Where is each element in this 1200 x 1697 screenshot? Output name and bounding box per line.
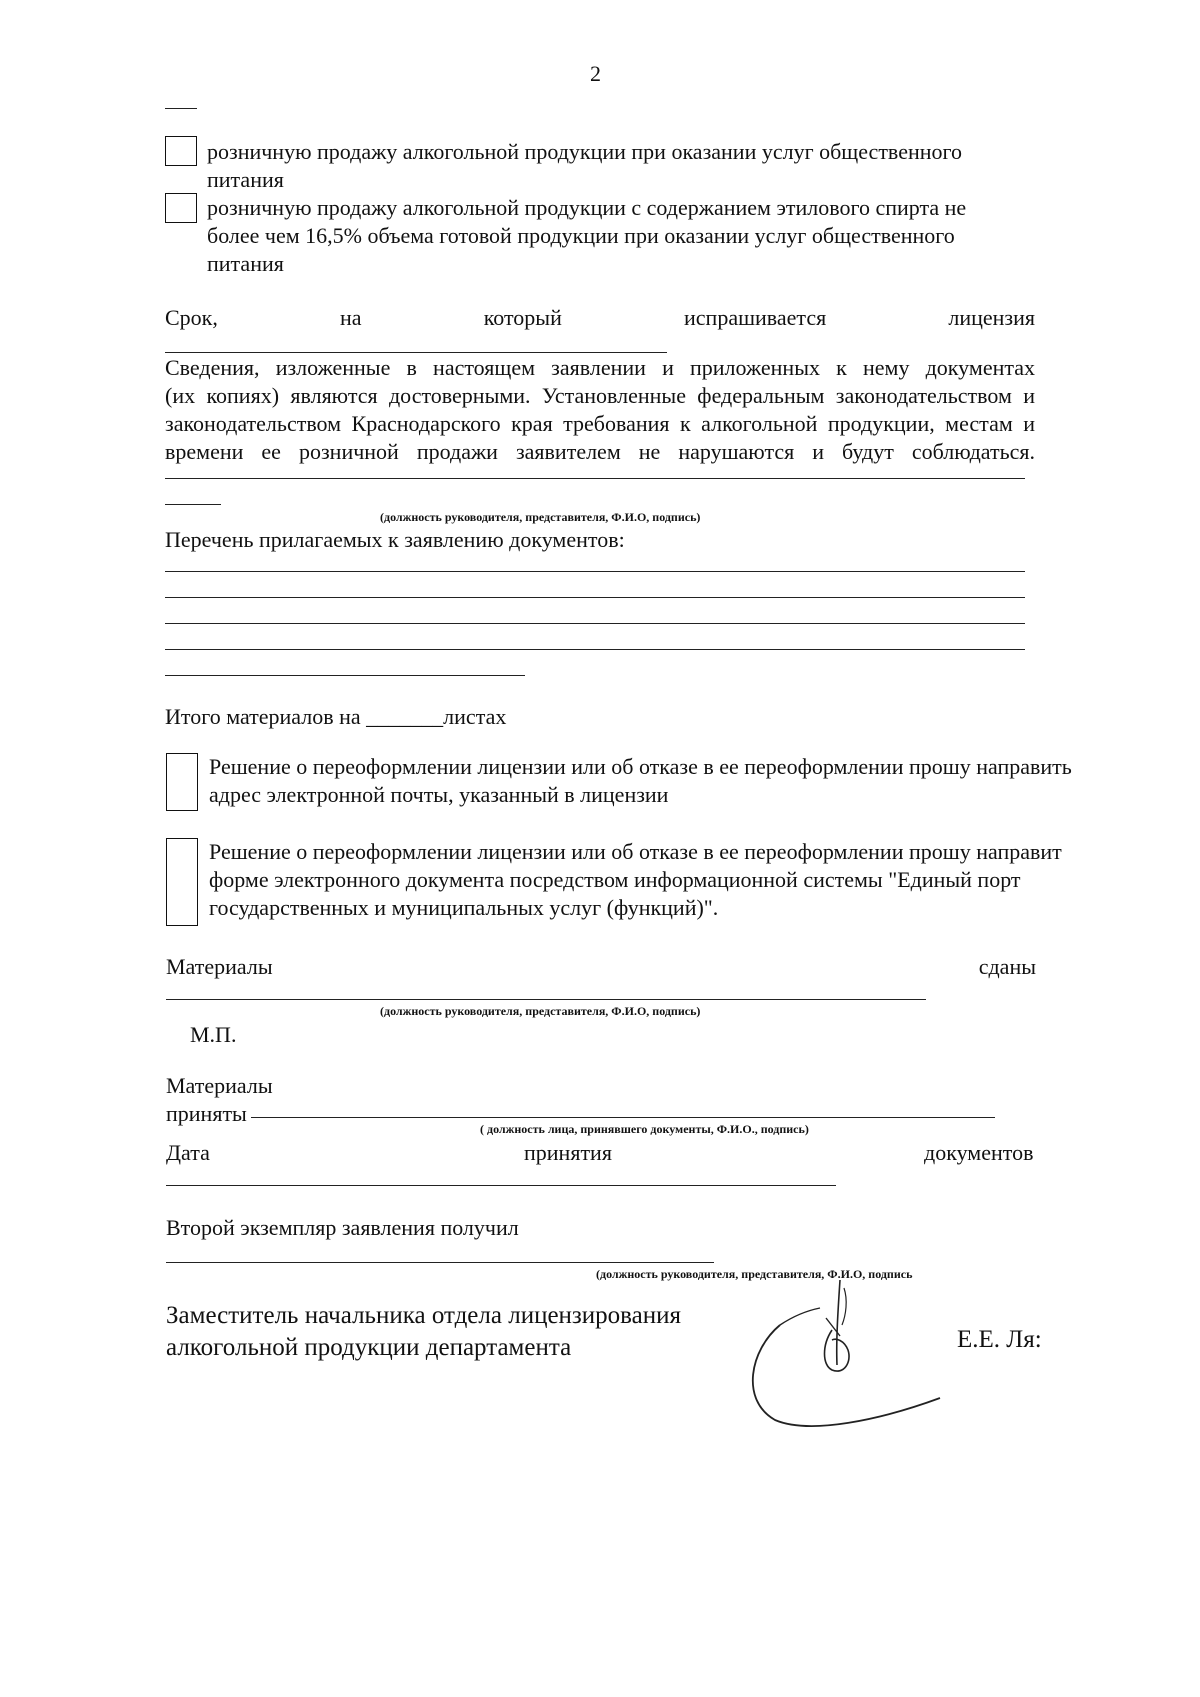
acceptance-date-label-middle: принятия bbox=[524, 1140, 612, 1165]
checkbox-decision-portal-label: Решение о переоформлении лицензии или об отказе в ее переоформлении прошу направит форме электронного документа посредством информационной системы "Единый порт государственных и муниципальных услуг (функций)". bbox=[209, 839, 1062, 920]
documents-list-line[interactable] bbox=[165, 623, 1025, 624]
second-copy-caption: (должность руководителя, представителя, Ф.И.О, подпись bbox=[596, 1267, 913, 1281]
second-copy-label: Второй экземпляр заявления получил bbox=[166, 1215, 519, 1240]
materials-accepted-signature-line[interactable] bbox=[251, 1117, 995, 1118]
checkbox-decision-portal[interactable] bbox=[166, 838, 198, 926]
license-term-label: Срок, на который испрашивается лицензия bbox=[165, 305, 1035, 330]
declaration-text: Сведения, изложенные в настоящем заявлении и приложенных к нему документах (их копиях) являются достоверными. Установленные федеральным законодательством и законодательством Краснодарского края требования к алкогольной продукции, местам и времени ее розничной продажи заявителем не нарушаются и будут соблюдаться. bbox=[165, 355, 1035, 464]
documents-list-line[interactable] bbox=[165, 597, 1025, 598]
page-number: 2 bbox=[590, 61, 601, 86]
documents-list-label: Перечень прилагаемых к заявлению документов: bbox=[165, 527, 625, 552]
declaration-signature-line[interactable] bbox=[165, 478, 1025, 479]
signatory-title: Заместитель начальника отдела лицензирования алкогольной продукции департамента bbox=[166, 1302, 682, 1361]
acceptance-date-field[interactable] bbox=[166, 1185, 836, 1186]
signatory-name: Е.Е. Ля: bbox=[957, 1326, 1042, 1353]
acceptance-date-label-end: документов bbox=[924, 1140, 1034, 1165]
checkbox-retail-catering-label: розничную продажу алкогольной продукции при оказании услуг общественного питания bbox=[207, 139, 962, 192]
declaration-signature-line-end bbox=[165, 504, 221, 505]
materials-accepted-label: Материалы приняты bbox=[166, 1073, 273, 1126]
materials-submitted-label: Материалы сданы bbox=[166, 954, 1036, 979]
checkbox-decision-email-label: Решение о переоформлении лицензии или об отказе в ее переоформлении прошу направить адрес электронной почты, указанный в лицензии bbox=[209, 754, 1072, 807]
materials-accepted-caption: ( должность лица, принявшего документы, Ф.И.О., подпись) bbox=[480, 1122, 809, 1136]
total-sheets-field[interactable]: _______ bbox=[366, 704, 444, 729]
handwritten-signature bbox=[740, 1270, 980, 1450]
materials-submitted-caption: (должность руководителя, представителя, Ф.И.О, подпись) bbox=[380, 1004, 701, 1018]
documents-list-line[interactable] bbox=[165, 675, 525, 676]
materials-submitted-signature-line[interactable] bbox=[166, 999, 926, 1000]
total-sheets-label: Итого материалов на _______листах bbox=[165, 704, 507, 729]
second-copy-signature-line[interactable] bbox=[166, 1262, 714, 1263]
dash-mark bbox=[165, 108, 197, 109]
checkbox-retail-catering[interactable] bbox=[165, 136, 197, 166]
documents-list-line[interactable] bbox=[165, 649, 1025, 650]
acceptance-date-label: Дата bbox=[166, 1140, 210, 1165]
checkbox-decision-email[interactable] bbox=[166, 753, 198, 811]
seal-label: М.П. bbox=[190, 1022, 237, 1047]
checkbox-retail-low-alcohol-label: розничную продажу алкогольной продукции с содержанием этилового спирта не более чем 16,5% объема готовой продукции при оказании услуг общественного питания bbox=[207, 195, 967, 276]
checkbox-retail-low-alcohol[interactable] bbox=[165, 193, 197, 223]
documents-list-line[interactable] bbox=[165, 571, 1025, 572]
declaration-signature-caption: (должность руководителя, представителя, Ф.И.О, подпись) bbox=[380, 510, 701, 524]
license-term-field[interactable] bbox=[165, 352, 667, 353]
